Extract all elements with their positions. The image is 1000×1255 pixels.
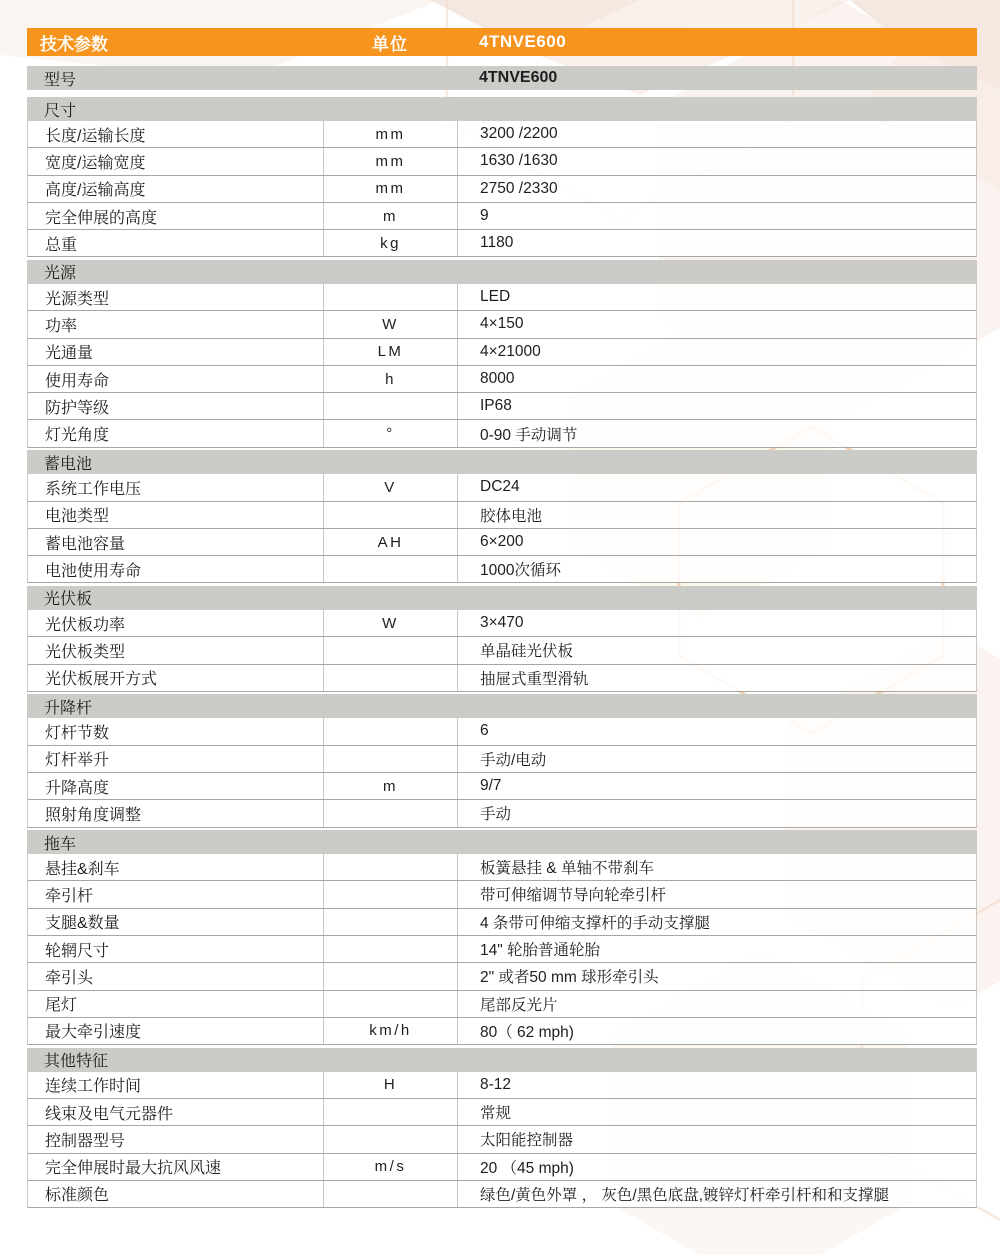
param-value: LED xyxy=(480,288,511,306)
param-name: 完全伸展的高度 xyxy=(28,203,324,229)
param-name: 牵引头 xyxy=(28,963,324,989)
param-value: 1630 /1630 xyxy=(480,152,558,170)
param-name: 牵引杆 xyxy=(28,881,324,907)
param-value: 80（ 62 mph) xyxy=(480,1023,574,1041)
param-name: 光伏板类型 xyxy=(28,637,324,663)
param-unit: AH xyxy=(324,529,458,555)
table-row xyxy=(27,420,977,447)
param-value: 单晶硅光伏板 xyxy=(480,643,574,661)
param-value: 3200 /2200 xyxy=(480,125,558,143)
table-row xyxy=(27,1099,977,1126)
param-unit xyxy=(324,1126,458,1152)
param-value: 3×470 xyxy=(480,614,524,632)
param-unit xyxy=(324,1099,458,1125)
table-row xyxy=(27,230,977,257)
param-name: 灯光角度 xyxy=(28,420,324,446)
section-header xyxy=(27,830,977,854)
table-row xyxy=(27,637,977,664)
table-row xyxy=(27,393,977,420)
param-unit: mm xyxy=(324,148,458,174)
model-value: 4TNVE600 xyxy=(479,69,558,86)
param-value: 1000次循环 xyxy=(480,562,561,580)
section-title: 尺寸 xyxy=(44,102,77,120)
table-row xyxy=(27,366,977,393)
param-name: 电池使用寿命 xyxy=(28,556,324,582)
param-unit xyxy=(324,881,458,907)
model-row xyxy=(27,66,977,90)
table-row xyxy=(27,339,977,366)
table-row xyxy=(27,502,977,529)
param-unit xyxy=(324,909,458,935)
param-value: 0-90 手动调节 xyxy=(480,426,578,444)
param-unit xyxy=(324,502,458,528)
table-row xyxy=(27,936,977,963)
param-unit xyxy=(324,746,458,772)
param-name: 标准颜色 xyxy=(28,1181,324,1207)
param-value: 带可伸缩调节导向轮牵引杆 xyxy=(480,887,667,905)
param-value: 4×150 xyxy=(480,315,524,333)
param-value: DC24 xyxy=(480,478,520,496)
param-value: 尾部反光片 xyxy=(480,996,558,1014)
param-unit: ° xyxy=(324,420,458,446)
param-name: 照射角度调整 xyxy=(28,800,324,826)
param-name: 控制器型号 xyxy=(28,1126,324,1152)
param-value: 手动 xyxy=(480,806,512,824)
param-name: 系统工作电压 xyxy=(28,474,324,500)
param-value: 2" 或者50 mm 球形牵引头 xyxy=(480,969,659,987)
param-name: 最大牵引速度 xyxy=(28,1018,324,1044)
param-name: 防护等级 xyxy=(28,393,324,419)
param-name: 光源类型 xyxy=(28,284,324,310)
table-row xyxy=(27,991,977,1018)
table-row xyxy=(27,800,977,827)
section-header xyxy=(27,450,977,474)
param-unit: W xyxy=(324,311,458,337)
unit-column-header: 单位 xyxy=(372,34,408,54)
param-name: 灯杆举升 xyxy=(28,746,324,772)
section-title: 光伏板 xyxy=(44,591,93,609)
param-unit: LM xyxy=(324,339,458,365)
spec-table xyxy=(27,28,977,1208)
table-row xyxy=(27,773,977,800)
param-name: 光通量 xyxy=(28,339,324,365)
table-row xyxy=(27,909,977,936)
param-value: IP68 xyxy=(480,397,512,415)
param-value: 4×21000 xyxy=(480,342,541,360)
param-unit: mm xyxy=(324,121,458,147)
table-row xyxy=(27,610,977,637)
param-value: 胶体电池 xyxy=(480,507,543,525)
param-unit: m/s xyxy=(324,1154,458,1180)
param-unit: V xyxy=(324,474,458,500)
table-row xyxy=(27,176,977,203)
param-unit xyxy=(324,963,458,989)
param-value: 14" 轮胎普通轮胎 xyxy=(480,942,601,960)
param-value: 常规 xyxy=(480,1105,512,1123)
section-title: 拖车 xyxy=(44,835,77,853)
param-name: 完全伸展时最大抗风风速 xyxy=(28,1154,324,1180)
section-title: 升降杆 xyxy=(44,699,93,717)
param-unit: W xyxy=(324,610,458,636)
table-row xyxy=(27,121,977,148)
table-row xyxy=(27,474,977,501)
table-row xyxy=(27,718,977,745)
table-row xyxy=(27,665,977,692)
table-row xyxy=(27,148,977,175)
param-name: 宽度/运输宽度 xyxy=(28,148,324,174)
param-name: 轮辋尺寸 xyxy=(28,936,324,962)
param-value: 4 条带可伸缩支撑杆的手动支撑腿 xyxy=(480,914,710,932)
param-name: 蓄电池容量 xyxy=(28,529,324,555)
section-header xyxy=(27,260,977,284)
param-value: 8000 xyxy=(480,370,515,388)
param-value: 抽屉式重型滑轨 xyxy=(480,670,589,688)
param-unit xyxy=(324,1181,458,1207)
param-value: 6 xyxy=(480,722,489,740)
param-unit: kg xyxy=(324,230,458,256)
param-unit xyxy=(324,854,458,880)
param-value: 20 （45 mph) xyxy=(480,1159,574,1177)
table-row xyxy=(27,1154,977,1181)
table-row xyxy=(27,881,977,908)
section-header xyxy=(27,97,977,121)
table-header xyxy=(27,28,977,56)
param-unit xyxy=(324,718,458,744)
param-value: 太阳能控制器 xyxy=(480,1132,574,1150)
param-unit xyxy=(324,800,458,826)
table-row xyxy=(27,311,977,338)
page-title: 技术参数 xyxy=(40,34,108,54)
section-header xyxy=(27,586,977,610)
section-header xyxy=(27,694,977,718)
table-row xyxy=(27,203,977,230)
param-name: 升降高度 xyxy=(28,773,324,799)
table-row xyxy=(27,963,977,990)
table-row xyxy=(27,1181,977,1208)
param-unit: km/h xyxy=(324,1018,458,1044)
param-unit: m xyxy=(324,203,458,229)
param-value: 2750 /2330 xyxy=(480,179,558,197)
param-name: 尾灯 xyxy=(28,991,324,1017)
param-unit xyxy=(324,936,458,962)
param-unit xyxy=(324,991,458,1017)
param-unit xyxy=(324,393,458,419)
table-row xyxy=(27,529,977,556)
param-name: 光伏板功率 xyxy=(28,610,324,636)
param-value: 板簧悬挂 & 单轴不带刹车 xyxy=(480,860,654,878)
param-value: 6×200 xyxy=(480,533,524,550)
table-row xyxy=(27,854,977,881)
param-name: 长度/运输长度 xyxy=(28,121,324,147)
param-unit xyxy=(324,556,458,582)
param-unit: H xyxy=(324,1072,458,1098)
table-row xyxy=(27,284,977,311)
param-name: 电池类型 xyxy=(28,502,324,528)
table-row xyxy=(27,556,977,583)
table-row xyxy=(27,1018,977,1045)
param-name: 光伏板展开方式 xyxy=(28,665,324,691)
table-body xyxy=(27,97,977,1208)
table-row xyxy=(27,1126,977,1153)
param-value: 9 xyxy=(480,207,489,225)
param-value: 8-12 xyxy=(480,1075,512,1093)
param-name: 高度/运输高度 xyxy=(28,176,324,202)
param-value: 手动/电动 xyxy=(480,751,547,769)
param-unit: h xyxy=(324,366,458,392)
param-value: 1180 xyxy=(480,234,514,252)
param-unit xyxy=(324,665,458,691)
section-title: 蓄电池 xyxy=(44,455,93,473)
param-unit xyxy=(324,284,458,310)
param-unit xyxy=(324,637,458,663)
param-name: 线束及电气元器件 xyxy=(28,1099,324,1125)
section-header xyxy=(27,1048,977,1072)
param-name: 悬挂&刹车 xyxy=(28,854,324,880)
param-unit: mm xyxy=(324,176,458,202)
table-row xyxy=(27,746,977,773)
param-value: 9/7 xyxy=(480,777,502,795)
param-name: 使用寿命 xyxy=(28,366,324,392)
param-unit: m xyxy=(324,773,458,799)
param-value: 绿色/黄色外罩 ， 灰色/黑色底盘,镀锌灯杆牵引杆和和支撑腿 xyxy=(480,1186,890,1204)
param-name: 灯杆节数 xyxy=(28,718,324,744)
section-title: 光源 xyxy=(44,265,77,283)
model-column-header: 4TNVE600 xyxy=(479,32,567,51)
param-name: 支腿&数量 xyxy=(28,909,324,935)
param-name: 连续工作时间 xyxy=(28,1072,324,1098)
model-label: 型号 xyxy=(44,71,77,89)
param-name: 总重 xyxy=(28,230,324,256)
param-name: 功率 xyxy=(28,311,324,337)
table-row xyxy=(27,1072,977,1099)
section-title: 其他特征 xyxy=(44,1053,109,1071)
